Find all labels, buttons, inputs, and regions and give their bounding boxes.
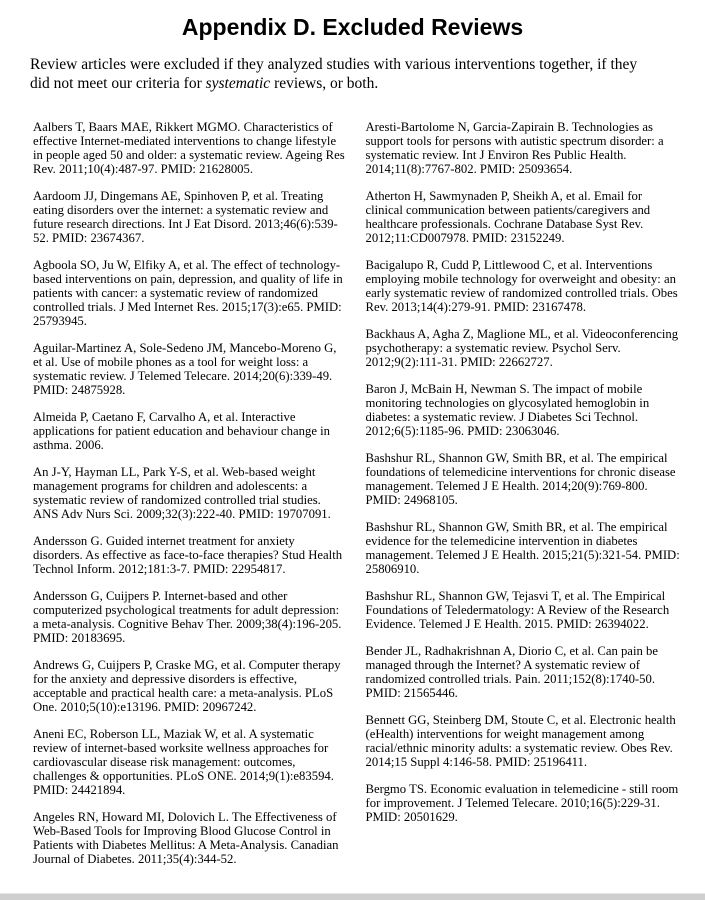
citation-right-2: Atherton H, Sawmynaden P, Sheikh A, et al. Email for clinical communication between patients/caregivers and healthcare professionals. Cochrane Database Syst Rev. 2012;11:CD007978. PMID: 23152249. [365,189,651,245]
citation-left-7: Andersson G. Guided internet treatment for anxiety disorders. As effective as face-to-face therapies? Stud Health Technol Inform. 2012;181:3-7. PMID: 22954817. [33,534,343,576]
citations-right-column [366,120,681,879]
intro-text-2: reviews, or both. [270,74,379,92]
intro-text-1: Review articles were excluded if they analyzed studies with various interventions together, if they did not meet our criteria for [30,56,638,92]
citation-right-1: Aresti-Bartolome N, Garcia-Zapirain B. Technologies as support tools for persons with autistic spectrum disorder: a systematic review. Int J Environ Res Public Health. 2014;11(8):7767-802. PMID: 25093654. [365,120,664,176]
citation-left-11: Angeles RN, Howard MI, Dolovich L. The Effectiveness of Web-Based Tools for Improving Blood Glucose Control in Patients with Diabetes Mellitus: A Meta-Analysis. Canadian Journal of Diabetes. 2011;35(4):344-52. [33,810,339,866]
citation-right-11: Bergmo TS. Economic evaluation in telemedicine - still room for improvement. J Telemed Telecare. 2010;16(5):229-31. PMID: 20501629. [365,782,679,824]
intro-emphasis: systematic [205,74,271,92]
citation-left-10: Aneni EC, Roberson LL, Maziak W, et al. A systematic review of internet-based worksite wellness approaches for cardiovascular disease risk management: outcomes, challenges & opportunities. PLoS ONE. 2014;9(1):e83594. PMID: 24421894. [33,727,334,797]
intro-paragraph [30,56,655,93]
citation-right-7: Bashshur RL, Shannon GW, Smith BR, et al. The empirical evidence for the telemedicine intervention in diabetes management. Telemed J E Health. 2015;21(5):321-54. PMID: 25806910. [365,520,680,576]
citation-right-3: Bacigalupo R, Cudd P, Littlewood C, et al. Interventions employing mobile technology for overweight and obesity: an early systematic review of randomized controlled trials. Obes Rev. 2013;14(4):279-91. PMID: 23167478. [365,258,678,314]
citation-right-8: Bashshur RL, Shannon GW, Tejasvi T, et al. The Empirical Foundations of Teledermatology: A Review of the Research Evidence. Telemed J E Health. 2015. PMID: 26394022. [365,589,670,631]
citations-section [33,120,680,879]
citation-left-2: Aardoom JJ, Dingemans AE, Spinhoven P, et al. Treating eating disorders over the internet: a systematic review and future research directions. Int J Eat Disord. 2013;46(6):539-52. PMID: 23674367. [33,189,338,245]
citation-left-4: Aguilar-Martinez A, Sole-Sedeno JM, Mancebo-Moreno G, et al. Use of mobile phones as a tool for weight loss: a systematic review. J Telemed Telecare. 2014;20(6):339-49. PMID: 24875928. [33,341,337,397]
citation-left-6: An J-Y, Hayman LL, Park Y-S, et al. Web-based weight management programs for children and adolescents: a systematic review of randomized controlled trial studies. ANS Adv Nurs Sci. 2009;32(3):222-40. PMID: 19707091. [33,465,331,521]
page-title: Appendix D. Excluded Reviews [181,14,524,40]
citation-left-1: Aalbers T, Baars MAE, Rikkert MGMO. Characteristics of effective Internet-mediated interventions to change lifestyle in people aged 50 and older: a systematic review. Ageing Res Rev. 2011;10(4):487-97. PMID: 21628005. [33,120,345,176]
citation-left-8: Andersson G, Cuijpers P. Internet-based and other computerized psychological treatments for adult depression: a meta-analysis. Cognitive Behav Ther. 2009;38(4):196-205. PMID: 20183695. [33,589,342,645]
citation-left-9: Andrews G, Cuijpers P, Craske MG, et al. Computer therapy for the anxiety and depressive disorders is effective, acceptable and practical health care: a meta-analysis. PLoS One. 2010;5(10):e13196. PMID: 20967242. [33,658,341,714]
citation-right-10: Bennett GG, Steinberg DM, Stoute C, et al. Electronic health (eHealth) interventions for weight management among racial/ethnic minority adults: a systematic review. Obes Rev. 2014;15 Suppl 4:146-58. PMID: 25196411. [365,713,676,769]
citation-right-4: Backhaus A, Agha Z, Maglione ML, et al. Videoconferencing psychotherapy: a systematic review. Psychol Serv. 2012;9(2):111-31. PMID: 22662727. [365,327,679,369]
citations-left-column [33,120,348,879]
citation-left-3: Agboola SO, Ju W, Elfiky A, et al. The effect of technology-based interventions on pain, depression, and quality of life in patients with cancer: a systematic review of randomized controlled trials. J Med Internet Res. 2015;17(3):e65. PMID: 25793945. [33,258,343,328]
citation-left-5: Almeida P, Caetano F, Carvalho A, et al. Interactive applications for patient education and behaviour change in asthma. 2006. [33,410,330,452]
window-bottom-edge [0,893,705,900]
citation-right-6: Bashshur RL, Shannon GW, Smith BR, et al. The empirical foundations of telemedicine interventions for chronic disease management. Telemed J E Health. 2014;20(9):769-800. PMID: 24968105. [365,451,676,507]
citation-right-5: Baron J, McBain H, Newman S. The impact of mobile monitoring technologies on glycosylated hemoglobin in diabetes: a systematic review. J Diabetes Sci Technol. 2012;6(5):1185-96. PMID: 23063046. [365,382,650,438]
citation-right-9: Bender JL, Radhakrishnan A, Diorio C, et al. Can pain be managed through the Internet? A systematic review of randomized controlled trials. Pain. 2011;152(8):1740-50. PMID: 21565446. [365,644,658,700]
